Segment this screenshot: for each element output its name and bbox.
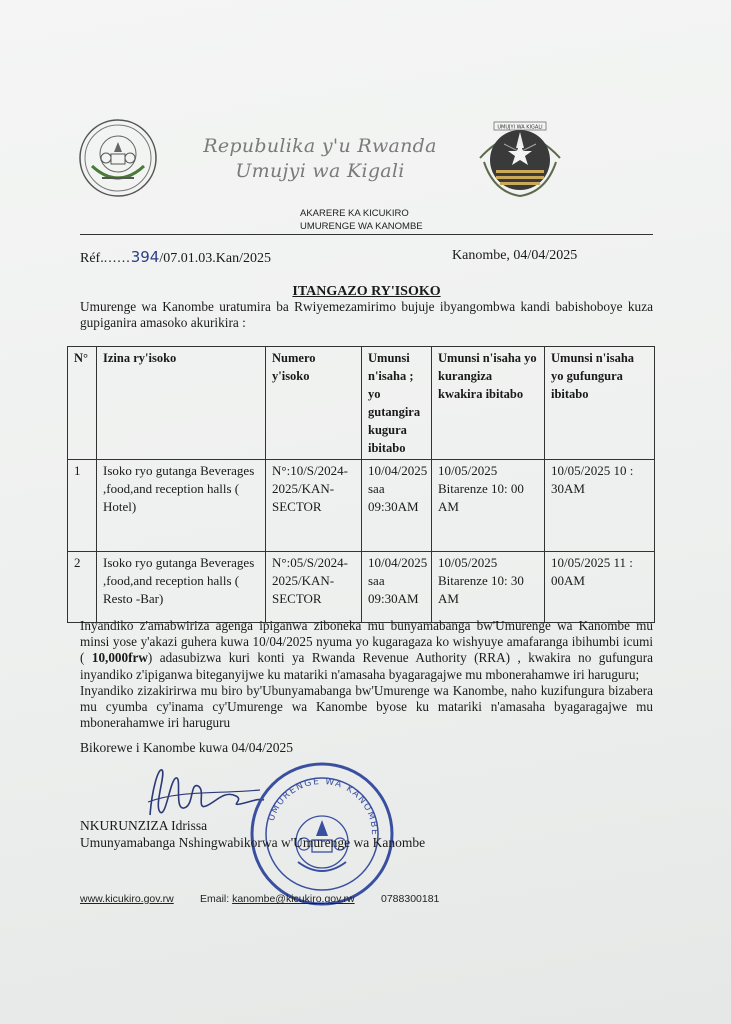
reference-line [80, 248, 271, 267]
header-tender-number: Numero y'isoko [266, 347, 362, 460]
sector-name: UMURENGE WA KANOMBE [300, 221, 423, 232]
cell-close-date: 10/05/2025 Bitarenze 10: 30 AM [432, 552, 545, 623]
tender-table [67, 346, 655, 623]
intro-paragraph: Umurenge wa Kanombe uratumira ba Rwiyemezamirimo bujuje ibyangombwa kandi babishoboye kuza gupiganira amasoko akurikira : [80, 299, 653, 330]
fee-amount: 10,000frw [91, 650, 148, 666]
cell-tender-number: N°:10/S/2024-2025/KAN-SECTOR [266, 460, 362, 552]
body-p1-start: Inyandiko z'amabwiriza agenga ipiganwa ziboneka mu bunyamabanga bw'Umurenge wa Kanombe mu minsi yose y'akazi guhera kuwa 10/04/2025 nyuma yo kugaragaza ko wishyuye amafaranga ibihumbi icumi ( [80, 618, 653, 666]
body-paragraph-1 [80, 618, 653, 682]
footer-email [200, 893, 355, 905]
rwanda-seal-emblem [78, 118, 158, 198]
footer-email-label: Email: [200, 893, 233, 905]
right-emblem-text: UMUJYI WA KIGALI [497, 124, 543, 131]
cell-tender-number: N°:05/S/2024-2025/KAN-SECTOR [266, 552, 362, 623]
date-line: Kanombe, 04/04/2025 [452, 248, 578, 263]
kigali-city-emblem [474, 118, 566, 200]
cell-open-date: 10/05/2025 11 : 00AM [545, 552, 655, 623]
reference-prefix: Réf. [80, 251, 104, 266]
cell-close-date: 10/05/2025 Bitarenze 10: 00 AM [432, 460, 545, 552]
cell-tender-name: Isoko ryo gutanga Beverages ,food,and reception halls ( Hotel) [97, 460, 266, 552]
place-date: Bikorewe i Kanombe kuwa 04/04/2025 [80, 740, 293, 755]
body-paragraph-2: Inyandiko zizakirirwa mu biro by'Ubunyamabanga bw'Umurenge wa Kanombe, naho kuzifungura bizabera mu cyumba cy'inama cy'Umurenge wa Kanombe byose ku matariki n'amasaha byagaragajwe mu mbonerahamwe iri haruguru [80, 682, 653, 731]
body-p1-end: ) adasubizwa kuri konti ya Rwanda Revenue Authority (RRA) , kwakira no gufungura inyandiko z'ipiganwa biteganyijwe ku matariki n'amasaha byagaragajwe mu mbonerahamwe iri haruguru; [80, 650, 653, 682]
footer-website[interactable]: www.kicukiro.gov.rw [80, 893, 174, 905]
header-close-date: Umunsi n'isaha yo kurangiza kwakira ibitabo [432, 347, 545, 460]
header-tender-name: Izina ry'isoko [97, 347, 266, 460]
official-stamp [246, 758, 398, 910]
body-text [80, 618, 653, 731]
header-divider [80, 234, 653, 235]
district-block [300, 207, 423, 233]
document-title: ITANGAZO RY'ISOKO [292, 284, 441, 299]
footer-phone: 0788300181 [381, 893, 440, 905]
reference-dots: ...... [103, 251, 131, 266]
cell-start-date: 10/04/2025 saa 09:30AM [362, 552, 432, 623]
table-row [68, 552, 655, 623]
cell-number: 1 [68, 460, 97, 552]
header-open-date: Umunsi n'isaha yo gufungura ibitabo [545, 347, 655, 460]
signatory-name: NKURUNZIZA Idrissa [80, 818, 208, 833]
cell-open-date: 10/05/2025 10 : 30AM [545, 460, 655, 552]
district-name: AKARERE KA KICUKIRO [300, 208, 409, 219]
table-header-row [68, 347, 655, 460]
header-start-date: Umunsi n'isaha ; yo gutangira kugura ibitabo [362, 347, 432, 460]
cell-tender-name: Isoko ryo gutanga Beverages ,food,and reception halls ( Resto -Bar) [97, 552, 266, 623]
table-row [68, 460, 655, 552]
city-name: Umujyi wa Kigali [235, 160, 405, 182]
cell-number: 2 [68, 552, 97, 623]
header-number: N° [68, 347, 97, 460]
reference-handwritten-number: 394 [130, 248, 160, 266]
signatory-position: Umunyamabanga Nshingwabikorwa w'Umurenge wa Kanombe [80, 835, 426, 850]
republic-name: Repubulika y'u Rwanda [203, 135, 437, 157]
cell-start-date: 10/04/2025 saa 09:30AM [362, 460, 432, 552]
reference-suffix: /07.01.03.Kan/2025 [159, 251, 271, 266]
footer-email-link[interactable]: kanombe@kicukiro.gov.rw [232, 893, 355, 905]
stamp-text: UMURENGE WA KANOMBE [266, 776, 380, 837]
header-title [190, 134, 450, 184]
